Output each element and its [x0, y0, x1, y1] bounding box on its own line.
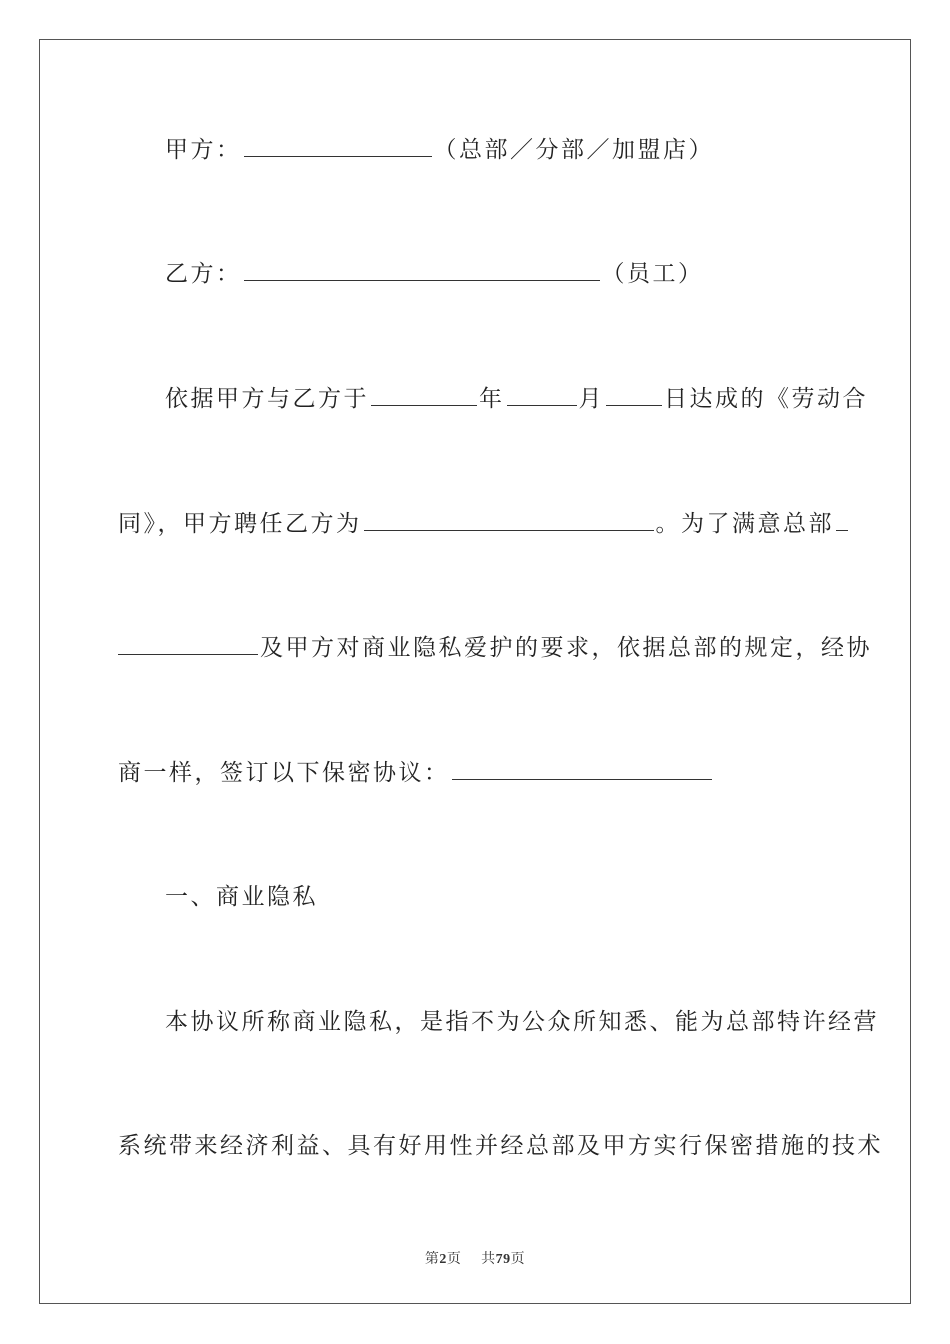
footer-total-number: 79 — [495, 1252, 511, 1267]
party-b-blank — [244, 258, 600, 281]
year-label: 年 — [479, 386, 505, 412]
month-label: 月 — [578, 386, 604, 412]
section-title: 一、商业隐私 — [165, 884, 318, 910]
month-blank — [507, 383, 577, 406]
party-a-blank — [244, 134, 432, 157]
basis-line-4 — [118, 757, 834, 789]
purpose-text: 。为了满意总部 — [655, 511, 834, 537]
footer-page-prefix: 第 — [424, 1251, 440, 1267]
page-footer — [0, 1248, 950, 1268]
requirement-text: 及甲方对商业隐私爱护的要求，依据总部的规定，经协 — [260, 635, 872, 661]
position-blank — [364, 508, 654, 531]
definition-line-1 — [165, 1006, 879, 1038]
basis-line-3 — [118, 632, 872, 664]
party-a-note: （总部／分部／加盟店） — [433, 137, 714, 163]
section-heading — [165, 881, 834, 913]
party-b-line — [165, 258, 834, 290]
party-b-note: （员工） — [601, 261, 704, 287]
page-border — [39, 39, 911, 1304]
footer-total-suffix: 页 — [510, 1251, 526, 1267]
party-b-label: 乙方： — [165, 261, 242, 287]
hq-blank-end — [118, 632, 258, 655]
day-blank — [606, 383, 662, 406]
basis-text-start: 依据甲方与乙方于 — [165, 386, 369, 412]
position-text: 同》，甲方聘任乙方为 — [118, 511, 362, 537]
footer-page-number: 2 — [439, 1252, 447, 1267]
footer-page-suffix: 页 — [446, 1251, 462, 1267]
hq-blank-start — [836, 508, 848, 531]
year-blank — [371, 383, 477, 406]
definition-text-2: 系统带来经济利益、具有好用性并经总部及甲方实行保密措施的技术 — [118, 1133, 883, 1159]
agreement-blank — [452, 757, 712, 780]
party-a-line — [165, 134, 834, 166]
basis-text-end: 日达成的《劳动合 — [664, 386, 868, 412]
footer-total-prefix: 共 — [481, 1251, 496, 1267]
agreement-text: 商一样，签订以下保密协议： — [118, 760, 450, 786]
basis-line-2 — [118, 508, 834, 540]
definition-text-1: 本协议所称商业隐私，是指不为公众所知悉、能为总部特许经营 — [165, 1009, 879, 1035]
party-a-label: 甲方： — [165, 137, 242, 163]
basis-line-1 — [165, 383, 868, 415]
definition-line-2 — [118, 1130, 883, 1162]
